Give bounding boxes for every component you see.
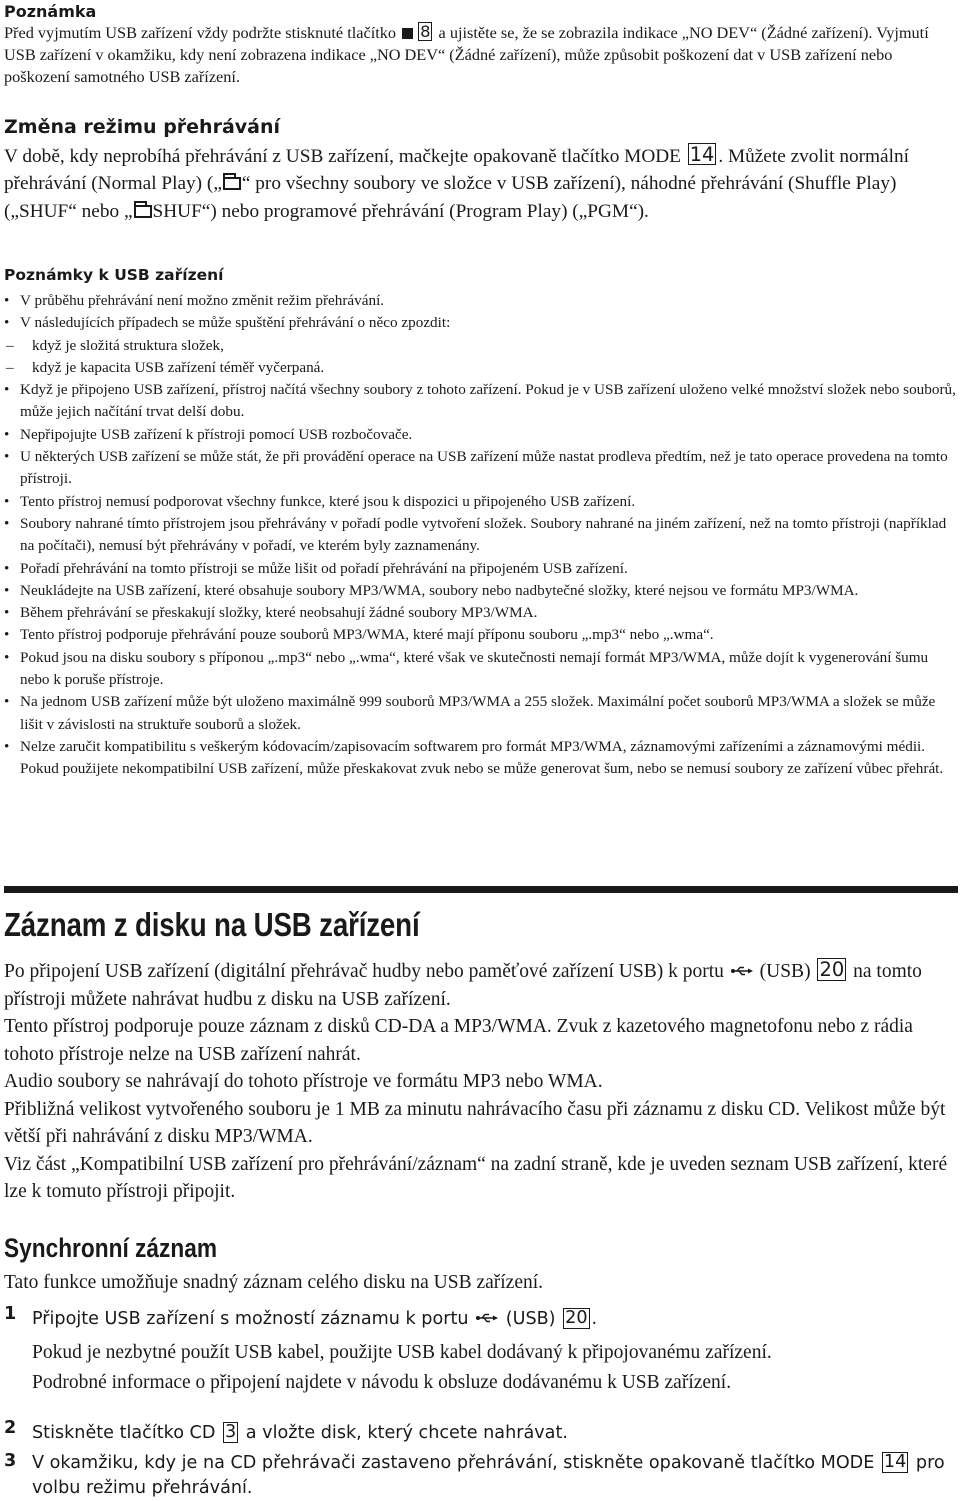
cd-button-number: 3	[224, 1422, 237, 1442]
section-divider	[4, 886, 958, 893]
list-item: • Tento přístroj nemusí podporovat všechny funkce, které jsou k dispozici u připojeného USB zařízení.	[4, 491, 956, 513]
sub-list-item: – když je složitá struktura složek,	[4, 335, 956, 357]
step-2-line	[32, 1418, 959, 1448]
list-item: • V průběhu přehrávání není možno změnit režim přehrávání.	[4, 290, 956, 312]
recording-paragraph-4: Přibližná velikost vytvořeného souboru je 1 MB za minutu nahrávacího času při záznamu z disku CD. Velikost může být větší při nahrávání z disku MP3/WMA.	[4, 1098, 946, 1147]
mode-paragraph	[4, 143, 959, 225]
usb-icon	[731, 966, 753, 976]
mode-text-2: . Můžete zvolit normální přehrávání (Normal Play) („	[4, 146, 909, 195]
mode-heading: Změna režimu přehrávání	[4, 116, 281, 138]
list-item: • Neukládejte na USB zařízení, které obsahuje soubory MP3/WMA, soubory nebo nadbytečné složky, které nejsou ve formátu MP3/WMA.	[4, 580, 956, 602]
folder-icon	[223, 177, 241, 190]
step-1-line	[32, 1304, 959, 1334]
list-item: • Soubory nahrané tímto přístrojem jsou přehrávány v pořadí podle vytvoření složek. Soubory nahrané na jiném zařízení, než na tomto přístroji (například na počítači), nemusí být přehrávány v pořadí, ve kterém byly zaznamenány.	[4, 513, 956, 558]
usb-port-number: 20	[565, 1308, 588, 1328]
recording-paragraph-1	[4, 958, 959, 1013]
step-1-text-c: .	[591, 1309, 598, 1329]
recording-paragraph-3: Audio soubory se nahrávají do tohoto přístroje ve formátu MP3 nebo WMA.	[4, 1071, 603, 1092]
step-number: 1	[4, 1304, 17, 1324]
note-paragraph	[4, 22, 954, 88]
step-1	[4, 1304, 959, 1418]
recording-p1-a: Po připojení USB zařízení (digitální přehrávač hudby nebo paměťové zařízení USB) k portu	[4, 961, 724, 982]
step-number: 2	[4, 1418, 17, 1438]
folder-icon	[134, 205, 152, 218]
recording-p1-c: na tomto přístroji můžete nahrávat hudbu z disku na USB zařízení.	[4, 961, 922, 1010]
sync-heading: Synchronní záznam	[4, 1233, 217, 1263]
sub-list-item: – když je kapacita USB zařízení téměř vyčerpaná.	[4, 357, 956, 379]
recording-text	[4, 958, 959, 1206]
step-1-sub-1: Pokud je nezbytné použít USB kabel, použijte USB kabel dodávaný k připojovanému zařízení.	[32, 1342, 772, 1363]
usb-port-number: 20	[819, 958, 845, 981]
recording-paragraph-2: Tento přístroj podporuje pouze záznam z disků CD-DA a MP3/WMA. Zvuk z kazetového magnetofonu nebo z rádia tohoto přístroje nelze na USB zařízení nahrát.	[4, 1016, 913, 1065]
sync-steps	[4, 1304, 959, 1501]
list-item: • Během přehrávání se přeskakují složky, které neobsahují žádné soubory MP3/WMA.	[4, 602, 956, 624]
sync-intro: Tato funkce umožňuje snadný záznam celého disku na USB zařízení.	[4, 1272, 544, 1293]
list-item: • Pořadí přehrávání na tomto přístroji se může lišit od pořadí přehrávání na připojeném USB zařízení.	[4, 558, 956, 580]
usb-notes-heading: Poznámky k USB zařízení	[4, 266, 224, 284]
note-text-start: Před vyjmutím USB zařízení vždy podržte stisknuté tlačítko	[4, 23, 397, 42]
list-item: • Tento přístroj podporuje přehrávání pouze souborů MP3/WMA, které mají příponu souboru „.mp3“ nebo „.wma“.	[4, 624, 956, 646]
list-item: • Pokud jsou na disku soubory s příponou „.mp3“ nebo „.wma“, které však ve skutečnosti nemají formát MP3/WMA, může dojít k vygenerování šumu nebo k poruše přístroje.	[4, 647, 956, 692]
step-2	[4, 1418, 959, 1451]
mode-text-3: “ pro všechny soubory ve složce v USB zařízení), náhodné přehrávání (Shuffle Play) („SHUF“ nebo „	[4, 173, 897, 222]
list-item: • U některých USB zařízení se může stát, že při provádění operace na USB zařízení může nastat prodleva předtím, než je tato operace provedena na tomto přístroji.	[4, 446, 956, 491]
recording-paragraph-5: Viz část „Kompatibilní USB zařízení pro přehrávání/záznam“ na zadní straně, kde je uveden seznam USB zařízení, které lze k tomuto přístroji připojit.	[4, 1153, 948, 1202]
step-1-text-a: Připojte USB zařízení s možností záznamu k portu	[32, 1309, 469, 1329]
step-number: 3	[4, 1451, 17, 1471]
usb-icon	[476, 1313, 498, 1323]
stop-icon	[402, 28, 413, 39]
step-3	[4, 1451, 959, 1501]
step-3-text-a: V okamžiku, kdy je na CD přehrávači zastaveno přehrávání, stiskněte opakovaně tlačítko MODE	[32, 1453, 875, 1473]
step-3-text-b: pro volbu režimu přehrávání.	[32, 1453, 945, 1498]
list-item: • V následujících případech se může spuštění přehrávání o něco zpozdit:	[4, 312, 956, 334]
mode-button-number: 14	[689, 143, 715, 166]
usb-notes-list	[4, 290, 956, 781]
list-item: • Nelze zaručit kompatibilitu s veškerým kódovacím/zapisovacím softwarem pro formát MP3/WMA, záznamovými zařízeními a záznamovými médii. Pokud použijete nekompatibilní USB zařízení, může přeskakovat zvuk nebo se může generovat šum, nebo se nemusí soubory ze zařízení vůbec přehrát.	[4, 736, 956, 781]
step-2-text-a: Stiskněte tlačítko CD	[32, 1423, 216, 1443]
recording-p1-b: (USB)	[759, 961, 811, 982]
list-item: • Nepřipojujte USB zařízení k přístroji pomocí USB rozbočovače.	[4, 424, 956, 446]
step-1-sub-2: Podrobné informace o připojení najdete v návodu k obsluze dodávanému k USB zařízení.	[32, 1372, 732, 1393]
step-2-text-b: a vložte disk, který chcete nahrávat.	[245, 1423, 568, 1443]
mode-text-4: SHUF“) nebo programové přehrávání (Program Play) („PGM“).	[152, 200, 649, 222]
list-item: • Na jednom USB zařízení může být uloženo maximálně 999 souborů MP3/WMA a 255 složek. Maximální počet souborů MP3/WMA a složek se může lišit v závislosti na struktuře souborů a složek.	[4, 691, 956, 736]
recording-heading: Záznam z disku na USB zařízení	[4, 906, 420, 943]
step-3-line	[32, 1451, 959, 1501]
mode-button-number: 14	[883, 1452, 907, 1472]
list-item: • Když je připojeno USB zařízení, přístroj načítá všechny soubory z tohoto zařízení. Pokud je v USB zařízení uloženo velké množství složek nebo souborů, může jejich načítání trvat delší dobu.	[4, 379, 956, 424]
note-heading: Poznámka	[4, 2, 97, 21]
mode-text-1: V době, kdy neprobíhá přehrávání z USB zařízení, mačkejte opakovaně tlačítko MODE	[4, 146, 681, 167]
step-1-text-b: (USB)	[505, 1309, 556, 1329]
stop-button-number: 8	[420, 22, 431, 41]
note-text-end: a ujistěte se, že se zobrazila indikace „NO DEV“ (Žádné zařízení). Vyjmutí USB zařízení v okamžiku, kdy není zobrazena indikace „NO DEV“ (Žádné zařízení), může způsobit poškození dat v USB zařízení nebo poškození samotného USB zařízení.	[4, 23, 929, 86]
